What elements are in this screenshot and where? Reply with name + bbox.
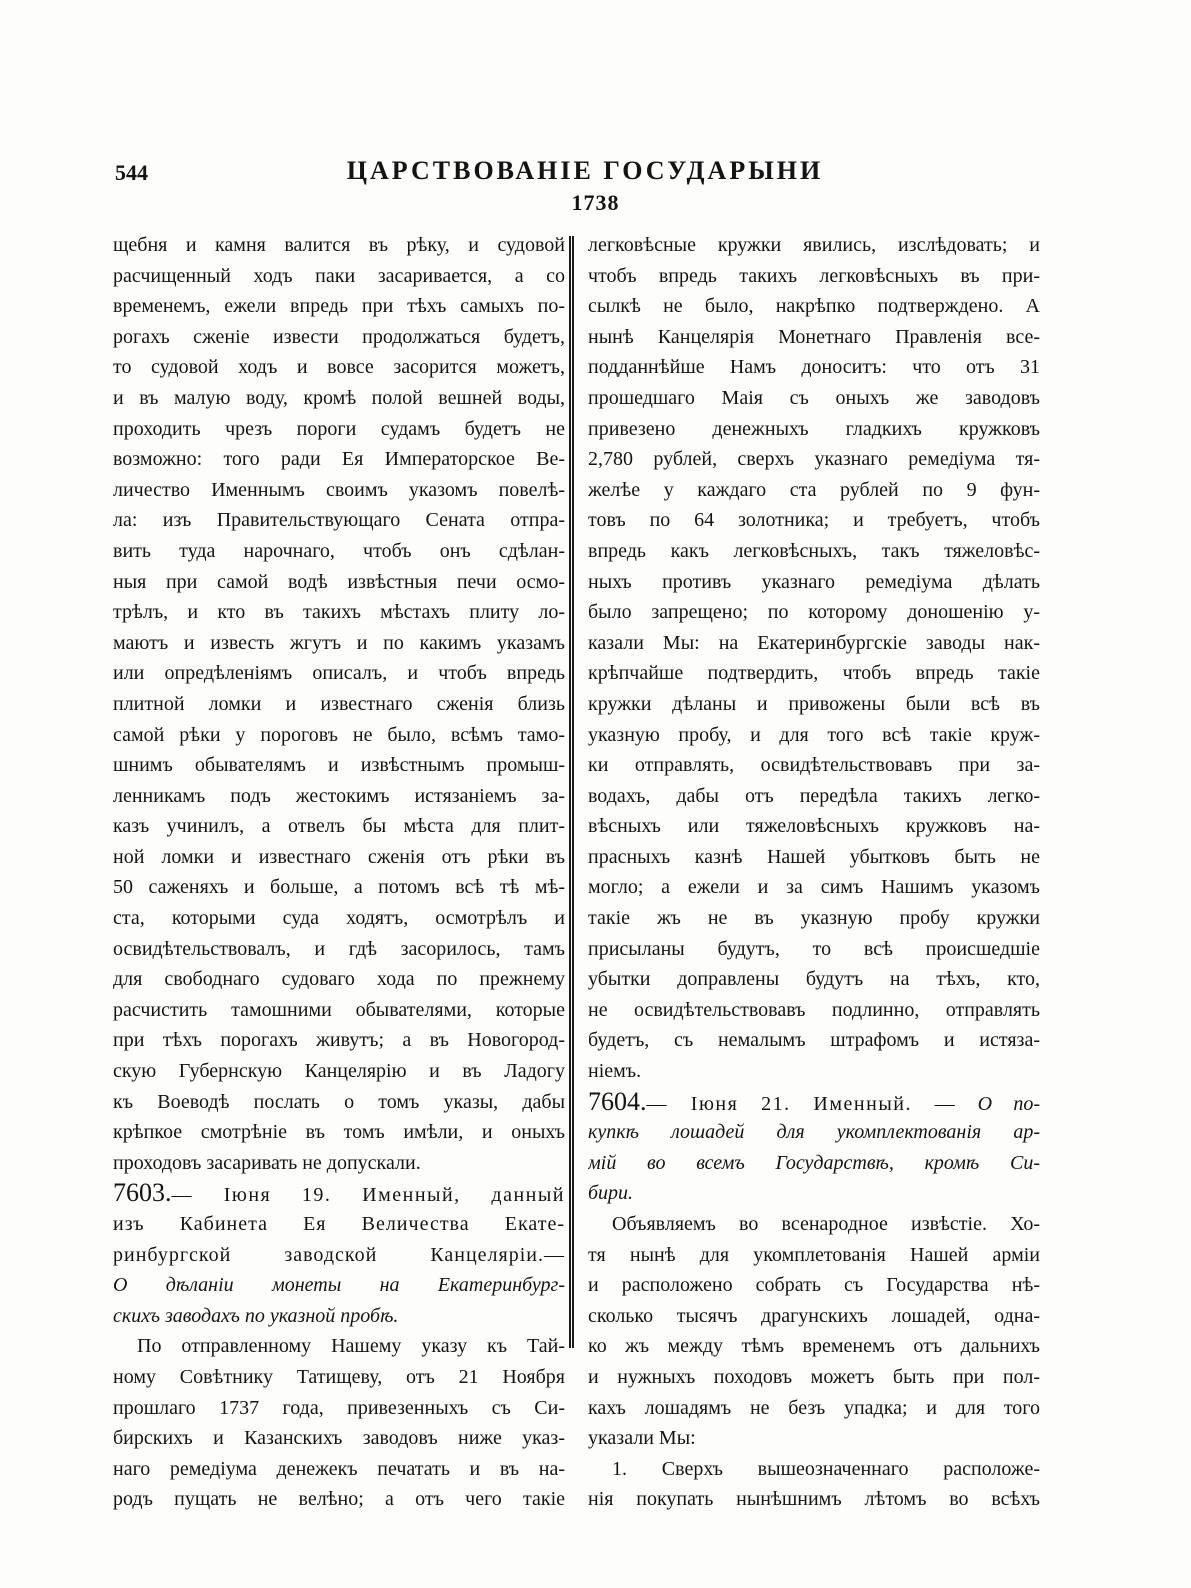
text-line: ныя при самой водѣ извѣстныя печи осмо- — [113, 570, 565, 593]
document-date: — Іюня 19. Именный, данный — [171, 1184, 565, 1207]
text-line: 2,780 рублей, сверхъ указнаго ремедіума тя- — [588, 448, 1040, 471]
text-line: маютъ и известь жгутъ и по какимъ указамъ — [113, 631, 565, 654]
text-line: сколько тысячъ драгунскихъ лошадей, одна- — [588, 1304, 1040, 1327]
text-line: указную пробу, и для того всѣ такіе круж- — [588, 723, 1040, 746]
text-line: убытки доправлены будутъ на тѣхъ, кто, — [588, 968, 1040, 991]
text-line: и въ малую воду, кромѣ полой вешней воды, — [113, 386, 565, 409]
text-line: или опредѣленіямъ описалъ, и чтобъ впредь — [113, 662, 565, 685]
text-line: желѣе у каждаго ста рублей по 9 фун- — [588, 478, 1040, 501]
year-heading: 1738 — [571, 190, 620, 215]
text-line: подданнѣйше Намъ доноситъ: что отъ 31 — [588, 356, 1040, 379]
text-line: прошлаго 1737 года, привезенныхъ съ Си- — [113, 1396, 565, 1419]
document-7604-heading — [588, 1087, 1040, 1118]
document-issuer: ринбургской заводской Канцеляріи.— — [113, 1243, 565, 1266]
text-line: шнимъ обывателямъ и извѣстнымъ промыш- — [113, 754, 565, 777]
text-line: ки отправлять, освидѣтельствовавъ при за- — [588, 754, 1040, 777]
text-line: прошедшаго Маія съ оныхъ же заводовъ — [588, 386, 1040, 409]
text-line: нынѣ Канцелярія Монетнаго Правленія все- — [588, 325, 1040, 348]
text-line: крѣпчайше подтвердить, чтобъ впредь такіе — [588, 662, 1040, 685]
text-line: возможно: того ради Ея Императорское Ве- — [113, 448, 565, 471]
left-column — [113, 230, 565, 1515]
text-line: легковѣсные кружки явились, изслѣдовать; и — [588, 234, 1040, 256]
text-line: проходовъ засаривать не допускали. — [113, 1151, 421, 1174]
text-line: привезено денежныхъ гладкихъ кружковъ — [588, 417, 1040, 440]
text-line: личество Именнымъ своимъ указомъ повелѣ- — [113, 478, 565, 501]
text-line: 50 саженяхъ и больше, а потомъ всѣ тѣ мѣ- — [113, 876, 565, 899]
text-line: ныхъ противъ указнаго ремедіума дѣлать — [588, 570, 1040, 593]
text-line: товъ по 64 золотника; и требуетъ, чтобъ — [588, 509, 1040, 532]
text-line: самой рѣки у пороговъ не было, всѣмъ тамо- — [113, 723, 565, 746]
text-line: ному Совѣтнику Татищеву, отъ 21 Ноября — [113, 1365, 565, 1388]
list-item: 1. Сверхъ вышеозначеннаго расположе- — [612, 1457, 1040, 1480]
text-line: и нужныхъ походовъ можетъ быть при пол- — [588, 1365, 1040, 1388]
document-title: О дѣланіи монеты на Екатеринбург- — [113, 1274, 565, 1297]
text-line: впредь какъ легковѣсныхъ, такъ тяжеловѣс- — [588, 539, 1040, 562]
text-line: при тѣхъ порогахъ живутъ; а въ Новогород- — [113, 1029, 565, 1052]
text-line: казали Мы: на Екатеринбургскіе заводы нак- — [588, 631, 1040, 654]
document-number: 7603. — [113, 1178, 172, 1208]
text-line: ко жъ между тѣмъ временемъ отъ дальнихъ — [588, 1335, 1040, 1358]
right-column — [588, 230, 1040, 1515]
text-line: для свободнаго судоваго хода по прежнему — [113, 968, 565, 991]
column-divider — [569, 236, 574, 1348]
text-line: проходить чрезъ пороги судамъ будетъ не — [113, 417, 565, 440]
document-issuer: изъ Кабинета Ея Величества Екате- — [113, 1213, 565, 1235]
text-line: могло; а ежели и за симъ Нашимъ указомъ — [588, 876, 1040, 899]
running-title: ЦАРСТВОВАНІЕ ГОСУДАРЫНИ — [346, 156, 824, 185]
text-line: По отправленному Нашему указу къ Тай- — [137, 1335, 565, 1358]
text-line: кружки дѣланы и привожены были всѣ въ — [588, 692, 1040, 715]
text-line: ной ломки и известнаго сженія отъ рѣки въ — [113, 845, 565, 868]
text-line: вѣсныхъ или тяжеловѣсныхъ кружковъ на- — [588, 815, 1040, 838]
text-line: и расположено собрать съ Государства нѣ- — [588, 1274, 1040, 1297]
document-title: скихъ заводахъ по указной пробѣ. — [113, 1304, 399, 1327]
text-line: не освидѣтельствовавъ подлинно, отправлять — [588, 998, 1040, 1021]
text-line: къ Воеводѣ послать о томъ указы, дабы — [113, 1090, 565, 1113]
text-line: освидѣтельствовалъ, и гдѣ засорилось, тамъ — [113, 937, 565, 960]
text-line: трѣлъ, и кто въ такихъ мѣстахъ плиту ло- — [113, 601, 565, 624]
document-date: — Іюня 21. Именный. — — [646, 1092, 957, 1115]
text-line: присыланы будутъ, то всѣ происшедшіе — [588, 937, 1040, 960]
document-7603-heading — [113, 1178, 565, 1209]
text-line: плитной ломки и известнаго сженія близь — [113, 692, 565, 715]
document-title: О по- — [977, 1092, 1040, 1115]
text-line: бирскихъ и Казанскихъ заводовъ ниже указ- — [113, 1427, 565, 1450]
document-title: бири. — [588, 1182, 634, 1205]
document-title: купкѣ лошадей для укомплектованія ар- — [588, 1121, 1040, 1144]
document-number: 7604. — [588, 1086, 647, 1116]
text-line: кахъ лошадямъ не безъ упадка; и для того — [588, 1396, 1040, 1419]
text-line: рогахъ сженіе извести продолжаться будетъ, — [113, 325, 565, 348]
text-line: крѣпкое смотрѣніе въ томъ имѣли, и оныхъ — [113, 1121, 565, 1144]
text-line: нія покупать нынѣшнимъ лѣтомъ во всѣхъ — [588, 1488, 1040, 1511]
text-line: скую Губернскую Канцелярію и въ Ладогу — [113, 1060, 565, 1083]
text-line: ніемъ. — [588, 1060, 642, 1083]
text-line: казъ учинилъ, а отвелъ бы мѣста для плит- — [113, 815, 565, 838]
document-title: мій во всемъ Государствѣ, кромѣ Си- — [588, 1151, 1040, 1174]
text-line: сылкѣ не было, накрѣпко подтверждено. А — [588, 295, 1040, 318]
text-line: ста, которыми суда ходятъ, осмотрѣлъ и — [113, 907, 565, 930]
page-number: 544 — [115, 160, 148, 185]
text-line: водахъ, дабы отъ передѣла такихъ легко- — [588, 784, 1040, 807]
text-line: родъ пущать не велѣно; а отъ чего такіе — [113, 1488, 565, 1511]
text-line: то судовой ходъ и вовсе засорится можетъ, — [113, 356, 565, 379]
text-line: такіе жъ не въ указную пробу кружки — [588, 907, 1040, 930]
text-line: ленникамъ подъ жестокимъ истязаніемъ за- — [113, 784, 565, 807]
text-line: прасныхъ казнѣ Нашей убытковъ быть не — [588, 845, 1040, 868]
text-line: тя нынѣ для укомплетованія Нашей арміи — [588, 1243, 1040, 1266]
text-line: указали Мы: — [588, 1427, 696, 1450]
text-line: временемъ, ежели впредь при тѣхъ самыхъ по- — [113, 295, 565, 318]
text-line: чтобъ впредь такихъ легковѣсныхъ въ при- — [588, 264, 1040, 287]
text-line: расчистить тамошними обывателями, которые — [113, 998, 565, 1021]
text-line: ла: изъ Правительствующаго Сената отпра- — [113, 509, 565, 532]
text-line: было запрещено; по которому доношенію у- — [588, 601, 1040, 624]
text-line: щебня и камня валится въ рѣку, и судовой — [113, 234, 565, 256]
text-line: наго ремедіума денежекъ печатать и въ на- — [113, 1457, 565, 1480]
text-line: Объявляемъ во всенародное извѣстіе. Хо- — [612, 1213, 1040, 1235]
text-line: будетъ, съ немалымъ штрафомъ и истяза- — [588, 1029, 1040, 1052]
text-line: вить туда нарочнаго, чтобъ онъ сдѣлан- — [113, 539, 565, 562]
text-line: расчищенный ходъ паки засаривается, а со — [113, 264, 565, 287]
